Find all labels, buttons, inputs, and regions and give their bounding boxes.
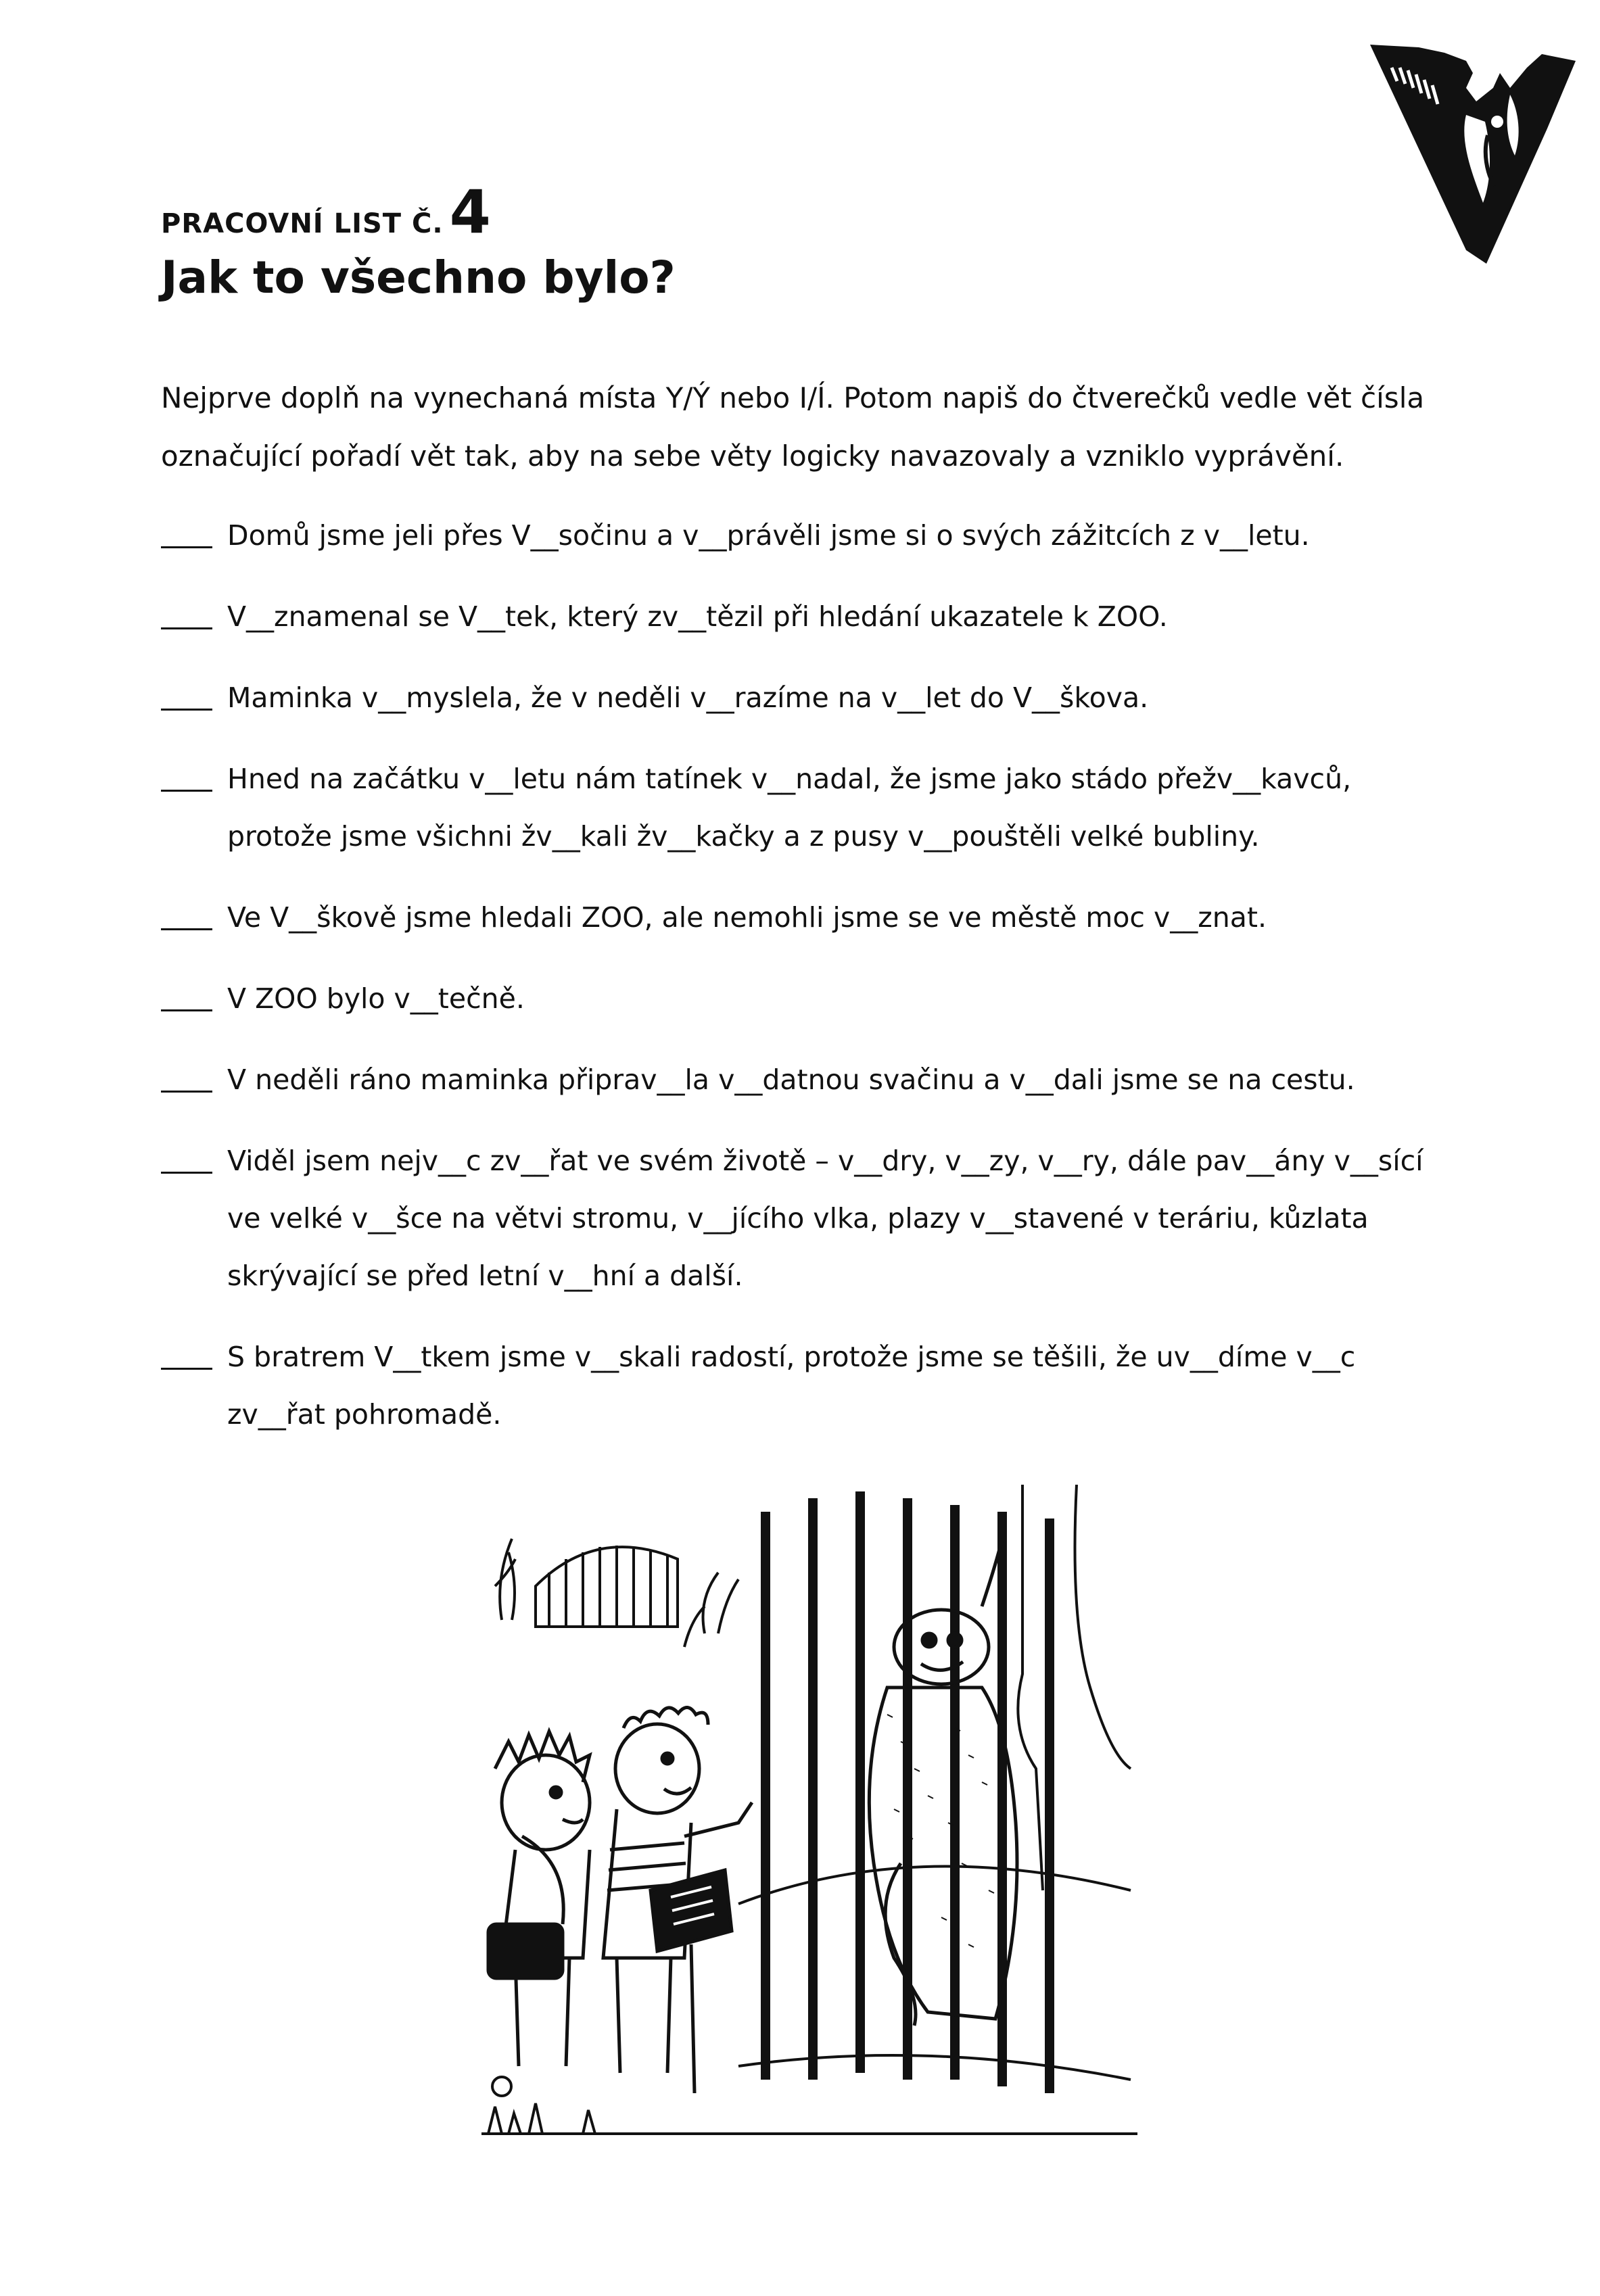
order-number-blank[interactable] (161, 1368, 212, 1370)
exercise-list (161, 507, 1446, 1443)
exercise-sentence (161, 1329, 1446, 1443)
exercise-sentence (161, 588, 1446, 646)
sentence-text: V neděli ráno maminka připrav__la v__datnou svačinu a v__dali jsme se na cestu. (227, 1063, 1355, 1096)
order-number-blank[interactable] (161, 790, 212, 792)
sentence-text: Viděl jsem nejv__c zv__řat ve svém životě – v__dry, v__zy, v__ry, dále pav__ány v__sící ve velké v__šce na větvi stromu, v__jícího vlka, plazy v__stavené v teráriu, kůzlata skrývající se před letní v__hní a další. (227, 1145, 1423, 1292)
worksheet-number: 4 (449, 177, 491, 247)
worksheet-kicker: PRACOVNÍ LIST Č. (161, 208, 444, 239)
order-number-blank[interactable] (161, 709, 212, 711)
exercise-sentence (161, 1051, 1446, 1109)
letter-v-logo-icon (1365, 41, 1581, 270)
exercise-sentence (161, 750, 1446, 865)
order-number-blank[interactable] (161, 1091, 212, 1093)
zoo-cage-illustration (481, 1485, 1137, 2154)
sentence-text: S bratrem V__tkem jsme v__skali radostí, protože jsme se těšili, že uv__díme v__c zv__řat pohromadě. (227, 1341, 1356, 1431)
exercise-sentence (161, 507, 1446, 565)
order-number-blank[interactable] (161, 1172, 212, 1174)
sentence-text: Hned na začátku v__letu nám tatínek v__nadal, že jsme jako stádo přežv__kavců, protože jsme všichni žv__kali žv__kačky a z pusy v__pouštěli velké bubliny. (227, 763, 1352, 853)
exercise-sentence (161, 1132, 1446, 1305)
instructions-text: Nejprve doplň na vynechaná místa Y/Ý nebo I/Í. Potom napiš do čtverečků vedle vět čísla označující pořadí vět tak, aby na sebe věty logicky navazovaly a vzniklo vyprávění. (161, 381, 1425, 473)
order-number-blank[interactable] (161, 1009, 212, 1011)
page-title: Jak to všechno bylo? (161, 252, 676, 304)
order-number-blank[interactable] (161, 546, 212, 548)
order-number-blank[interactable] (161, 928, 212, 930)
sentence-text: Maminka v__myslela, že v neděli v__razíme na v__let do V__škova. (227, 681, 1149, 714)
sentence-text: Domů jsme jeli přes V__sočinu a v__právěli jsme si o svých zážitcích z v__letu. (227, 519, 1310, 552)
worksheet-heading (161, 177, 491, 247)
sentence-text: V ZOO bylo v__tečně. (227, 982, 525, 1015)
sentence-text: V__znamenal se V__tek, který zv__tězil při hledání ukazatele k ZOO. (227, 600, 1168, 633)
exercise-sentence (161, 669, 1446, 727)
exercise-sentence (161, 889, 1446, 947)
exercise-sentence (161, 970, 1446, 1028)
sentence-text: Ve V__škově jsme hledali ZOO, ale nemohli jsme se ve městě moc v__znat. (227, 901, 1267, 934)
order-number-blank[interactable] (161, 627, 212, 629)
